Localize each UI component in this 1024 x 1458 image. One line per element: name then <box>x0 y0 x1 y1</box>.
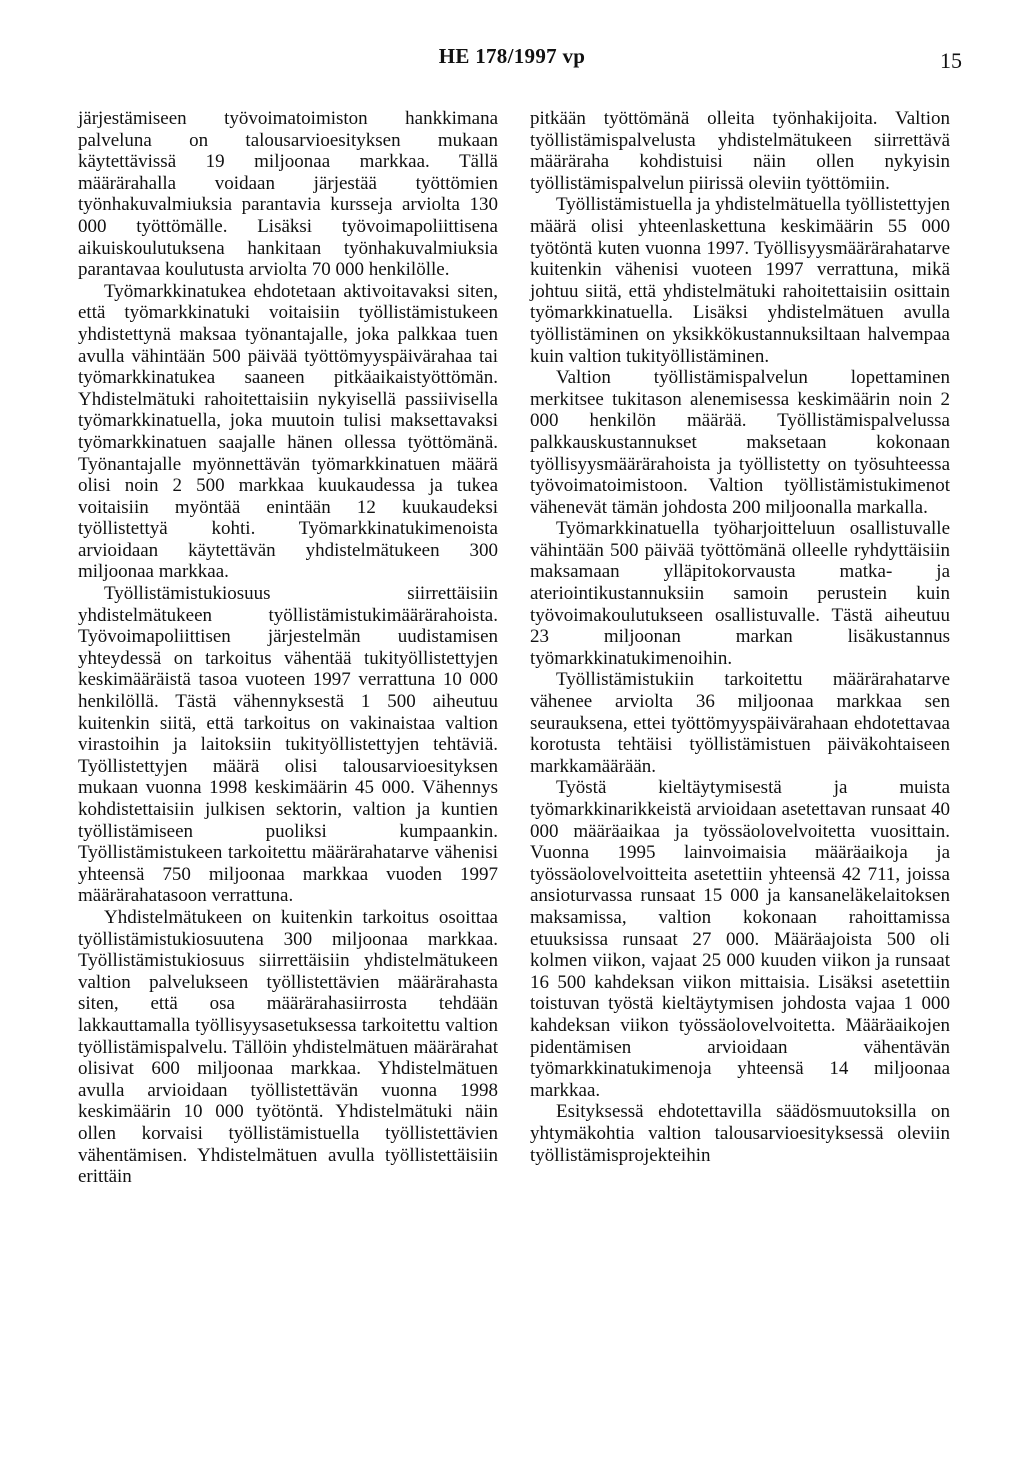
right-column <box>530 108 950 1166</box>
paragraph: Valtion työllistämispalvelun lopettaminen merkitsee tukitason alenemisessa keskimäärin noin 2 000 henkilön määrää. Työllistämispalvelussa palkkauskustannukset maksetaan kokonaan työllisyysmäärärahoista ja työllistetty on työsuhteessa työvoimatoimistoon. Valtion työllistämistukimenot vähenevät tämän johdosta 200 miljoonalla markalla. <box>530 367 950 518</box>
paragraph: Työmarkkinatuella työharjoitteluun osallistuvalle vähintään 500 päivää työttömänä olleelle ryhdyttäisiin maksamaan ylläpitokorvausta matka- ja ateriointikustannuksiin samoin perustein kuin työvoimakoulutukseen osallistuvalle. Tästä aiheutuu 23 miljoonan markan lisäkustannus työmarkkinatukimenoihin. <box>530 518 950 669</box>
paragraph: Työllistämistukiosuus siirrettäisiin yhdistelmätukeen työllistämistukimäärärahoista. Työvoimapoliittisen järjestelmän uudistamisen yhteydessä on tarkoitus vähentää tukityöllistettyjen keskimääräistä tasoa vuoteen 1997 verrattuna 10 000 henkilöllä. Tästä vähennyksestä 1 500 aiheutuu kuitenkin siitä, että tarkoitus on vakinaistaa valtion virastoihin ja laitoksiin tukityöllistettyjen tehtäviä. Työllistettyjen määrä olisi talousarvioesityksen mukaan vuonna 1998 keskimäärin 45 000. Vähennys kohdistettaisiin julkisen sektorin, valtion ja kuntien työllistämiseen puoliksi kumpaankin. Työllistämistukeen tarkoitettu määrärahatarve vähenisi yhteensä 750 miljoonaa markkaa vuoden 1997 määrärahatasoon verrattuna. <box>78 583 498 907</box>
left-column <box>78 108 498 1188</box>
paragraph: Esityksessä ehdotettavilla säädösmuutoksilla on yhtymäkohtia valtion talousarvioesityksessä oleviin työllistämisprojekteihin <box>530 1101 950 1166</box>
paragraph: Työmarkkinatukea ehdotetaan aktivoitavaksi siten, että työmarkkinatuki voitaisiin työllistämistukeen yhdistettynä maksaa työnantajalle, joka palkkaa tuen avulla vähintään 500 päivää työttömyyspäivärahaa tai työmarkkinatukea saaneen pitkäaikaistyöttömän. Yhdistelmätuki rahoitettaisiin nykyisellä passiivisella työmarkkinatuella, joka muutoin tulisi maksettavaksi työmarkkinatuen saajalle hänen ollessa työttömänä. Työnantajalle myönnettävän työmarkkinatuen määrä olisi noin 2 500 markkaa kuukaudessa ja tukea voitaisiin myöntää enintään 12 kuukaudeksi työllistettyä kohti. Työmarkkinatukimenoista arvioidaan käytettävän yhdistelmätukeen 300 miljoonaa markkaa. <box>78 280 498 583</box>
document-title: HE 178/1997 vp <box>438 44 586 68</box>
paragraph: Yhdistelmätukeen on kuitenkin tarkoitus osoittaa työllistämistukiosuutena 300 miljoonaa markkaa. Työllistämistukiosuus siirrettäisiin yhdistelmätukeen valtion palvelukseen työllistettävien määrärahasta siten, että osa määrärahasiirrosta tehdään lakkauttamalla työllisyysasetuksessa tarkoitettu valtion työllistämispalvelu. Tällöin yhdistelmätuen määrärahat olisivat 600 miljoonaa markkaa. Yhdistelmätuen avulla arvioidaan työllistettävän vuonna 1998 keskimäärin 10 000 työtöntä. Yhdistelmätuki näin ollen korvaisi työllistämistuella työllistettävien vähentämisen. Yhdistelmätuen avulla työllistettäisiin erittäin <box>78 906 498 1188</box>
paragraph: pitkään työttömänä olleita työnhakijoita. Valtion työllistämispalvelusta yhdistelmätukeen siirrettävä määräraha kohdistuisi näin ollen nykyisin työllistämispalvelun piirissä oleviin työttömiin. <box>530 108 950 194</box>
page-header <box>0 44 1024 84</box>
paragraph: Työllistämistuella ja yhdistelmätuella työllistettyjen määrä olisi yhteenlaskettuna keskimäärin 55 000 työtöntä kuten vuonna 1997. Työllisyysmäärärahatarve kuitenkin vähenisi vuoteen 1997 verrattuna, mikä johtuu siitä, että yhdistelmätuki rahoitettaisiin osittain työmarkkinatuella. Lisäksi yhdistelmätuen avulla työllistäminen on yksikkökustannuksiltaan halvempaa kuin valtion tukityöllistäminen. <box>530 194 950 367</box>
paragraph: Työstä kieltäytymisestä ja muista työmarkkinarikkeistä arvioidaan asetettavan runsaat 40 000 määräaikaa ja työssäolovelvoitetta vuosittain. Vuonna 1995 lainvoimaisia määräaikoja ja työssäolovelvoitteita asetettiin yhteensä 42 711, joissa ansioturvassa runsaat 15 000 ja kansaneläkelaitoksen maksamissa, valtion kokonaan rahoittamissa etuuksissa runsaat 27 000. Määräajoista 500 oli kolmen viikon, vajaat 25 000 kuuden viikon ja runsaat 16 500 kahdeksan viikon mittaisia. Lisäksi asetettiin toistuvan työstä kieltäytymisen johdosta vajaa 1 000 kahdeksan viikon työssäolovelvoitetta. Määräaikojen pidentämisen arvioidaan vähentävän työmarkkinatukimenoja yhteensä 14 miljoonaa markkaa. <box>530 777 950 1101</box>
paragraph: järjestämiseen työvoimatoimiston hankkimana palveluna on talousarvioesityksen mukaan käytettävissä 19 miljoonaa markkaa. Tällä määrärahalla voidaan järjestää työttömien työnhakuvalmiuksia parantavia kursseja arviolta 130 000 työttömälle. Lisäksi työvoimapoliittisena aikuiskoulutuksena hankitaan työnhakuvalmiuksia parantavaa koulutusta arviolta 70 000 henkilölle. <box>78 108 498 281</box>
page-number: 15 <box>940 48 962 73</box>
paragraph: Työllistämistukiin tarkoitettu määrärahatarve vähenee arviolta 36 miljoonaa markkaa sen seurauksena, ettei työttömyyspäivärahaan ehdotettavaa korotusta tehtäisi työllistämistuen päiväkohtaiseen markkamäärään. <box>530 669 950 777</box>
